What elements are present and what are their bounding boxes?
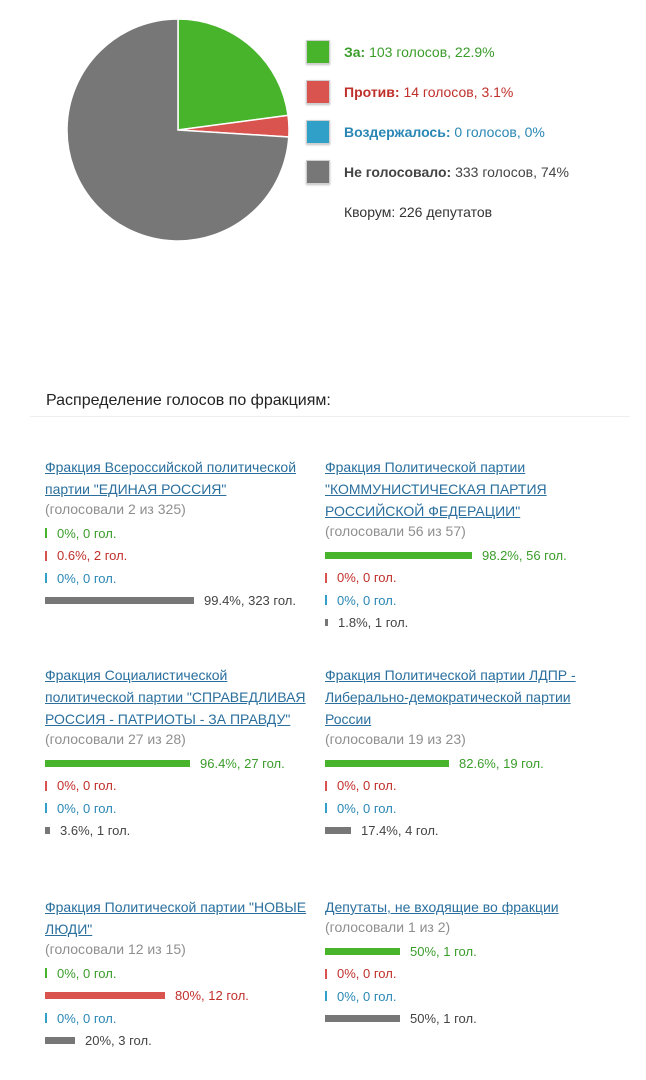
vote-label-absent: 20%, 3 гол. — [85, 1033, 152, 1049]
faction-block — [325, 896, 600, 1030]
vote-bar-against — [325, 781, 327, 791]
legend-swatch-for — [306, 40, 330, 64]
vote-row-abstain — [45, 567, 320, 590]
vote-row-absent — [45, 820, 320, 843]
vote-label-for: 98.2%, 56 гол. — [482, 547, 567, 563]
vote-row-for — [45, 522, 320, 545]
vote-label-absent: 1.8%, 1 гол. — [338, 615, 409, 631]
vote-row-abstain — [45, 1007, 320, 1030]
vote-bar-absent — [325, 827, 351, 834]
vote-row-for — [45, 962, 320, 985]
legend-value-for: 103 голосов, 22.9% — [365, 44, 495, 60]
vote-label-abstain: 0%, 0 гол. — [337, 988, 397, 1004]
vote-row-against — [325, 963, 600, 986]
vote-bar-absent — [325, 619, 328, 626]
vote-row-for — [325, 940, 600, 963]
vote-row-against — [45, 775, 320, 798]
vote-label-against: 0%, 0 гол. — [337, 966, 397, 982]
vote-bar-for — [45, 968, 47, 978]
legend-text-for — [344, 44, 495, 60]
vote-row-absent — [325, 1008, 600, 1031]
legend-label-against: Против: — [344, 84, 400, 100]
vote-label-abstain: 0%, 0 гол. — [337, 800, 397, 816]
faction-name-link[interactable]: Фракция Политической партии ЛДПР - Либерально-демократической партии России — [325, 667, 576, 727]
vote-bar-against — [45, 551, 47, 561]
vote-bar-absent — [45, 1037, 75, 1044]
vote-row-against — [45, 545, 320, 568]
legend-swatch-absent — [306, 160, 330, 184]
vote-row-against — [325, 567, 600, 590]
divider — [30, 416, 630, 417]
faction-voted-count: (голосовали 56 из 57) — [325, 523, 466, 539]
vote-row-absent — [45, 1030, 320, 1053]
legend-value-absent: 333 голосов, 74% — [451, 164, 569, 180]
vote-bar-abstain — [45, 573, 47, 583]
vote-row-absent — [325, 820, 600, 843]
faction-voted-count: (голосовали 1 из 2) — [325, 919, 451, 935]
distribution-title: Распределение голосов по фракциям: — [46, 392, 331, 409]
vote-row-abstain — [325, 985, 600, 1008]
vote-label-for: 0%, 0 гол. — [57, 525, 117, 541]
pie-slice-for — [178, 19, 288, 130]
vote-label-against: 0%, 0 гол. — [337, 570, 397, 586]
vote-label-abstain: 0%, 0 гол. — [57, 1010, 117, 1026]
vote-row-abstain — [325, 589, 600, 612]
vote-bar-for — [325, 552, 472, 559]
vote-bar-against — [325, 969, 327, 979]
vote-row-abstain — [45, 797, 320, 820]
vote-row-against — [45, 985, 320, 1008]
vote-bar-abstain — [325, 991, 327, 1001]
vote-bar-absent — [325, 1015, 400, 1022]
legend-swatch-abstain — [306, 120, 330, 144]
vote-label-against: 0%, 0 гол. — [57, 778, 117, 794]
legend-value-abstain: 0 голосов, 0% — [450, 124, 545, 140]
faction-name-link[interactable]: Фракция Политической партии "НОВЫЕ ЛЮДИ" — [45, 899, 307, 937]
faction-name-link[interactable]: Фракция Социалистической политической партии "СПРАВЕДЛИВАЯ РОССИЯ - ПАТРИОТЫ - ЗА ПРАВДУ" — [45, 667, 306, 727]
vote-label-abstain: 0%, 0 гол. — [57, 570, 117, 586]
vote-label-abstain: 0%, 0 гол. — [337, 592, 397, 608]
faction-name-link[interactable]: Фракция Всероссийской политической партии "ЕДИНАЯ РОССИЯ" — [45, 459, 297, 497]
vote-bar-for — [325, 948, 400, 955]
faction-voted-count: (голосовали 2 из 325) — [45, 501, 186, 517]
faction-name-link[interactable]: Фракция Политической партии "КОММУНИСТИЧЕСКАЯ ПАРТИЯ РОССИЙСКОЙ ФЕДЕРАЦИИ" — [325, 459, 547, 519]
vote-bar-against — [45, 781, 47, 791]
vote-bar-abstain — [45, 803, 47, 813]
vote-label-for: 96.4%, 27 гол. — [200, 755, 285, 771]
faction-name-link[interactable]: Депутаты, не входящие во фракции — [325, 899, 559, 915]
vote-row-absent — [45, 590, 320, 613]
vote-pie-chart — [66, 18, 290, 242]
vote-label-abstain: 0%, 0 гол. — [57, 800, 117, 816]
vote-bar-against — [325, 573, 327, 583]
faction-block — [45, 664, 320, 842]
faction-block — [325, 664, 600, 842]
legend-text-abstain — [344, 124, 545, 140]
vote-row-for — [325, 544, 600, 567]
vote-label-absent: 3.6%, 1 гол. — [60, 823, 131, 839]
vote-label-absent: 99.4%, 323 гол. — [204, 593, 296, 609]
legend-label-for: За: — [344, 44, 366, 60]
vote-row-for — [325, 752, 600, 775]
vote-label-for: 0%, 0 гол. — [57, 965, 117, 981]
faction-block — [45, 896, 320, 1052]
legend-swatch-against — [306, 80, 330, 104]
vote-row-for — [45, 752, 320, 775]
legend-label-absent: Не голосовало: — [344, 164, 452, 180]
vote-label-against: 0%, 0 гол. — [337, 778, 397, 794]
vote-label-for: 82.6%, 19 гол. — [459, 755, 544, 771]
vote-label-absent: 50%, 1 гол. — [410, 1011, 477, 1027]
vote-label-against: 0.6%, 2 гол. — [57, 548, 128, 564]
vote-bar-abstain — [45, 1013, 47, 1023]
vote-row-abstain — [325, 797, 600, 820]
vote-bar-absent — [45, 597, 194, 604]
quorum-text: Кворум: 226 депутатов — [344, 204, 493, 220]
legend-text-absent — [344, 164, 569, 180]
faction-voted-count: (голосовали 19 из 23) — [325, 731, 466, 747]
vote-label-for: 50%, 1 гол. — [410, 943, 477, 959]
vote-bar-for — [45, 528, 47, 538]
faction-block — [45, 456, 320, 612]
vote-row-absent — [325, 612, 600, 635]
vote-label-absent: 17.4%, 4 гол. — [361, 823, 439, 839]
vote-bar-abstain — [325, 803, 327, 813]
vote-row-against — [325, 775, 600, 798]
faction-voted-count: (голосовали 12 из 15) — [45, 941, 186, 957]
faction-voted-count: (голосовали 27 из 28) — [45, 731, 186, 747]
faction-block — [325, 456, 600, 634]
legend-value-against: 14 голосов, 3.1% — [399, 84, 514, 100]
legend-label-abstain: Воздержалось: — [344, 124, 451, 140]
vote-bar-for — [325, 760, 449, 767]
vote-bar-against — [45, 992, 165, 999]
legend-text-against — [344, 84, 513, 100]
vote-bar-abstain — [325, 595, 327, 605]
vote-bar-for — [45, 760, 190, 767]
vote-bar-absent — [45, 827, 50, 834]
vote-label-against: 80%, 12 гол. — [175, 988, 249, 1004]
